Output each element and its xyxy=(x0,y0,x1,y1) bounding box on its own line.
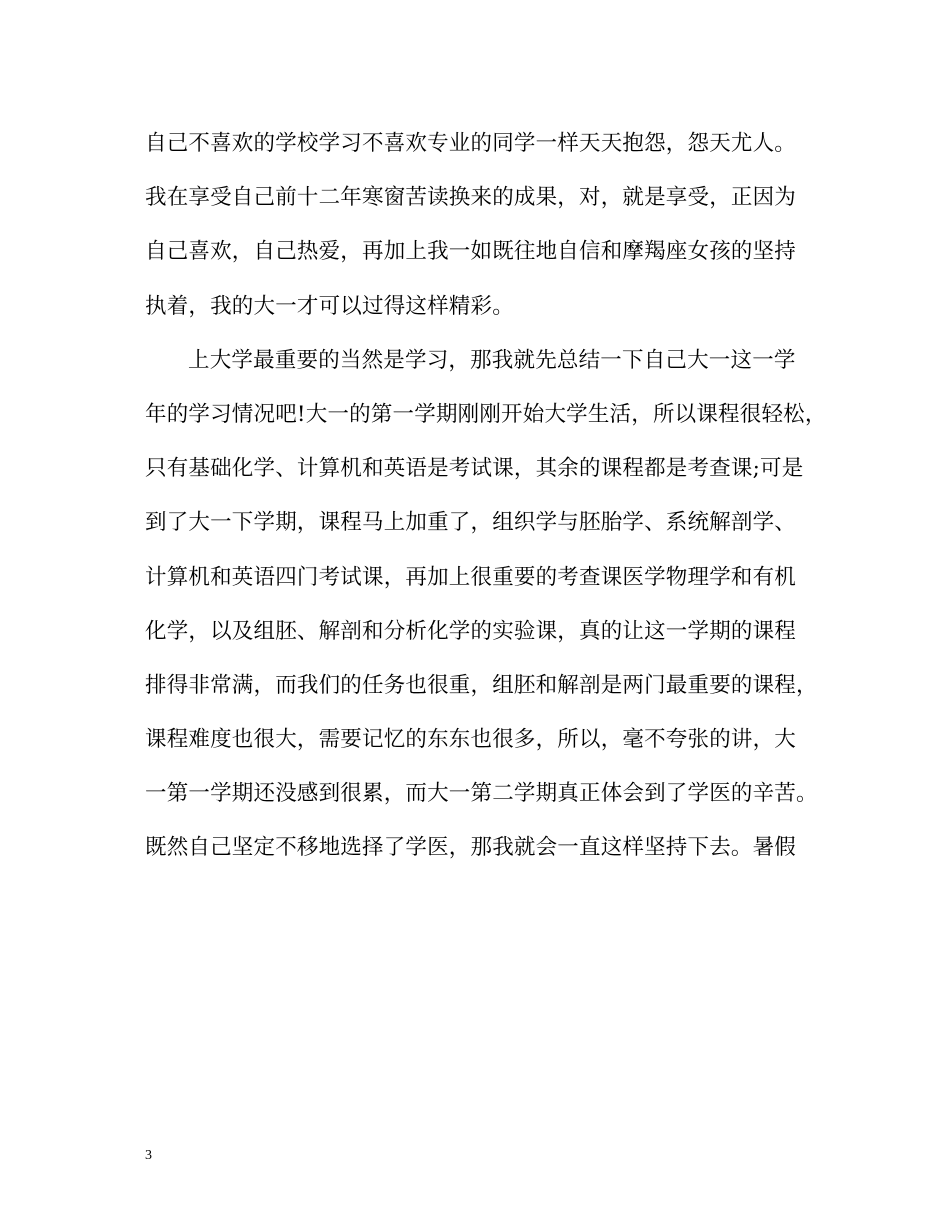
text-line: 只有基础化学、计算机和英语是考试课，其余的课程都是考查课;可是 xyxy=(145,456,804,482)
text-line: 排得非常满，而我们的任务也很重，组胚和解剖是两门最重要的课程， xyxy=(145,672,818,698)
text-line: 自己不喜欢的学校学习不喜欢专业的同学一样天天抱怨，怨天尤人。 xyxy=(145,131,797,156)
body-text xyxy=(145,126,825,885)
text-line: 化学，以及组胚、解剖和分析化学的实验课，真的让这一学期的课程 xyxy=(145,618,797,644)
text-line: 我在享受自己前十二年寒窗苦读换来的成果，对，就是享受，正因为 xyxy=(145,185,797,211)
text-line: 课程难度也很大，需要记忆的东东也很多，所以，毫不夸张的讲，大 xyxy=(145,727,797,753)
text-line: 年的学习情况吧!大一的第一学期刚刚开始大学生活，所以课程很轻松， xyxy=(145,401,827,427)
paragraph-first-line: 上大学最重要的当然是学习，那我就先总结一下自己大一这一学 xyxy=(188,347,796,373)
text-line: 既然自己坚定不移地选择了学医，那我就会一直这样坚持下去。暑假 xyxy=(145,835,797,861)
text-line: 执着，我的大一才可以过得这样精彩。 xyxy=(145,293,514,319)
text-line: 计算机和英语四门考试课，再加上很重要的考查课医学物理学和有机 xyxy=(145,564,797,590)
text-line: 一第一学期还没感到很累，而大一第二学期真正体会到了学医的辛苦。 xyxy=(145,781,818,807)
page-number: 3 xyxy=(145,1148,152,1163)
text-line: 自己喜欢，自己热爱，再加上我一如既往地自信和摩羯座女孩的坚持 xyxy=(145,239,797,265)
text-line: 到了大一下学期，课程马上加重了，组织学与胚胎学、系统解剖学、 xyxy=(145,510,797,536)
